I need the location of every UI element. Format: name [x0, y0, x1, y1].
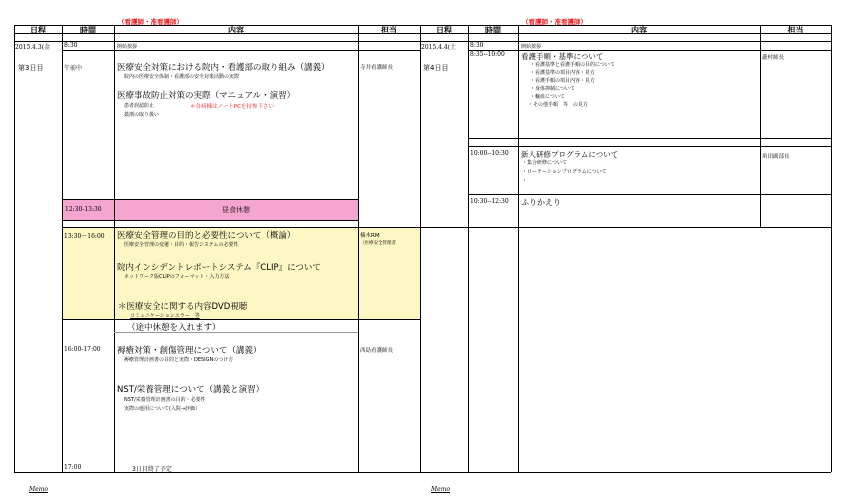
- session-safety-sub: 院内の医療安全体制・看護部の安全対策活動の実際: [124, 74, 240, 80]
- left-header-time: 時間: [80, 26, 96, 35]
- nursing-item: ・看護基準の項目内容・見方: [530, 70, 596, 76]
- session-dvd-title: ＊医療安全に関する内容DVD視聴: [118, 302, 248, 312]
- session-pressure-title: 褥瘡対策・創傷管理について（講義）: [117, 346, 262, 356]
- session-accident-sub1: 患者誤認防止: [124, 103, 155, 109]
- session-safety-title: 医療安全対策における院内・看護部の取り組み（講義）: [117, 63, 330, 73]
- left-time-1: 8:30: [64, 42, 78, 49]
- right-header-content: 内容: [631, 26, 647, 35]
- left-opening: 開始挨拶: [117, 44, 138, 50]
- right-time-3: 10:00--10:30: [470, 150, 509, 157]
- newhire-item: ・集合研修について: [522, 160, 567, 166]
- left-person-3: 西島看護師長: [360, 348, 394, 354]
- right-opening: 開始挨拶: [521, 44, 542, 50]
- lunch-break: 昼食休憩: [222, 206, 250, 214]
- right-memo: Memo: [431, 486, 450, 493]
- nursing-item: ・輸血について: [530, 94, 565, 100]
- right-person-2: 角田副部長: [762, 154, 790, 160]
- left-time-lunch: 12:30-13:30: [65, 206, 102, 213]
- left-group-label: （看護師・准看護師）: [118, 18, 183, 26]
- session-nursing-title: 看護手順・基準について: [521, 52, 604, 61]
- left-person-2: 楠木RM: [360, 233, 380, 239]
- left-time-1600: 16:00-17:00: [64, 346, 101, 353]
- left-header-date: 日程: [30, 26, 46, 35]
- session-nst-title: NST/栄養管理について（講義と演習）: [117, 385, 265, 395]
- session-clip-sub: ネットワーク版CLIPのフォーマット・入力方法: [124, 274, 230, 280]
- right-person-1: 瀧村師長: [762, 55, 785, 61]
- day3-end: 3日目終了予定: [132, 466, 172, 473]
- left-header-content: 内容: [228, 26, 244, 35]
- session-nst-sub1: NST/栄養管理計画書の目的・必要性: [124, 397, 206, 403]
- session-overview-sub: 医療安全管理の変遷・目的・報告システムの必要性: [124, 242, 239, 248]
- nursing-item: ・看護手順の項目内容・見方: [530, 78, 596, 84]
- left-header-person: 担当: [381, 26, 397, 35]
- right-time-2: 8:35--10:00: [470, 51, 505, 58]
- left-day-label: 第3日目: [18, 64, 44, 72]
- right-header-date: 日程: [436, 26, 452, 35]
- nursing-item: ・看護基準と看護手順の目的について: [530, 62, 615, 68]
- session-accident-title: 医療事故防止対策の実際（マニュアル・演習）: [117, 91, 296, 101]
- newhire-item: ・: [522, 178, 528, 184]
- break-note: （途中休憩を入れます）: [127, 323, 221, 333]
- session-nst-sub2: 実際の運用について(入院→評価）: [124, 406, 201, 412]
- session-clip-title: 院内インシデントレポートシステム『CLIP』について: [117, 263, 321, 273]
- left-date: 2015.4.3(金: [15, 44, 51, 51]
- left-person-2-sub: （医療安全管理者: [360, 241, 396, 246]
- left-time-2: 午前中: [64, 65, 83, 72]
- right-time-1: 8:30: [470, 42, 484, 49]
- nursing-item: ・その他手順 等 の見方: [528, 102, 589, 108]
- session-newhire-title: 新人研修プログラムについて: [521, 150, 619, 159]
- left-person-1: 寺井看護師長: [360, 65, 394, 71]
- left-memo: Memo: [29, 486, 48, 493]
- reflection: ふりかえり: [521, 198, 561, 207]
- right-day-label: 第4日目: [423, 64, 449, 72]
- right-time-4: 10:30--12:30: [470, 198, 509, 205]
- right-group-label: （看護師・准看護師）: [522, 18, 587, 26]
- left-time-end: 17:00: [64, 464, 82, 471]
- session-pressure-sub: 褥瘡管理計画書の目的と実際・DESIGNのつけ方: [124, 357, 234, 363]
- right-date: 2015.4.4(土: [421, 44, 457, 51]
- session-accident-note: ＊各病棟はノートPCを持参下さい: [190, 104, 274, 110]
- session-dvd-sub: コミュニケーションエラー 等: [130, 313, 200, 319]
- newhire-item: ・ローテーションプログラムについて: [522, 169, 607, 175]
- session-accident-sub2: 薬剤の取り扱い: [124, 112, 160, 118]
- left-time-afternoon: 13:30～16:00: [64, 233, 105, 240]
- right-header-time: 時間: [485, 26, 501, 35]
- nursing-item: ・身体抑制について: [530, 86, 575, 92]
- session-overview-title: 医療安全管理の目的と必要性について（概論）: [117, 231, 296, 241]
- right-header-person: 担当: [787, 26, 804, 35]
